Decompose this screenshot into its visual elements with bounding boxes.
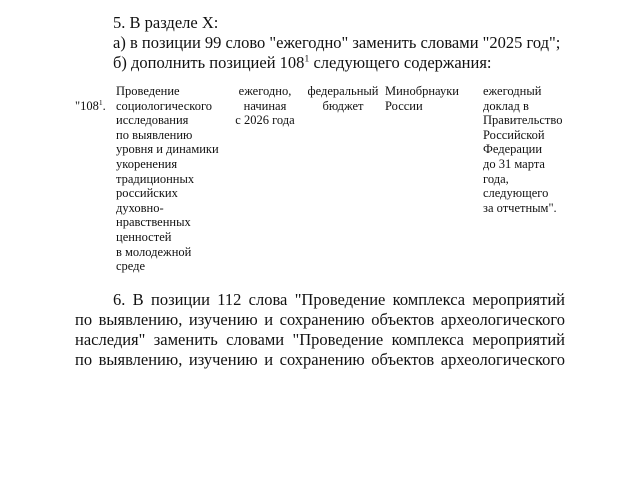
row-number-main: "108 — [75, 98, 99, 113]
row-result: ежегодный доклад в Правительство Российской Федерации до 31 марта года, следующего за отчетным". — [483, 84, 563, 215]
item-b-text-end: следующего содержания: — [309, 53, 492, 72]
row-number — [75, 84, 106, 113]
paragraph-6-line-1: 6. В позиции 112 слова "Проведение комплекса мероприятий — [113, 290, 565, 309]
paragraph-6-line-3: наследия" заменить словами "Проведение комплекса мероприятий — [75, 330, 565, 349]
row-number-dot: . — [102, 98, 106, 113]
row-number-superscript: 1 — [98, 97, 103, 107]
section-heading: 5. В разделе X: — [113, 13, 219, 32]
item-a: а) в позиции 99 слово "ежегодно" заменить словами "2025 год"; — [113, 33, 561, 52]
item-b-text: б) дополнить позицией 108 — [113, 53, 305, 72]
item-b — [113, 53, 492, 73]
item-b-superscript: 1 — [304, 53, 310, 65]
row-period: ежегодно, начиная с 2026 года — [235, 84, 295, 128]
row-funding: федеральный бюджет — [307, 84, 379, 113]
row-executor: Минобрнауки России — [385, 84, 459, 113]
paragraph-6-line-2: по выявлению, изучению и сохранению объектов археологического — [75, 310, 565, 329]
paragraph-6-line-4: по выявлению, изучению и сохранению объектов археологического — [75, 350, 565, 369]
row-description: Проведение социологического исследования по выявлению уровня и динамики укоренения традиционных российских духовно- нравственных ценностей в молодежной среде — [116, 84, 219, 274]
